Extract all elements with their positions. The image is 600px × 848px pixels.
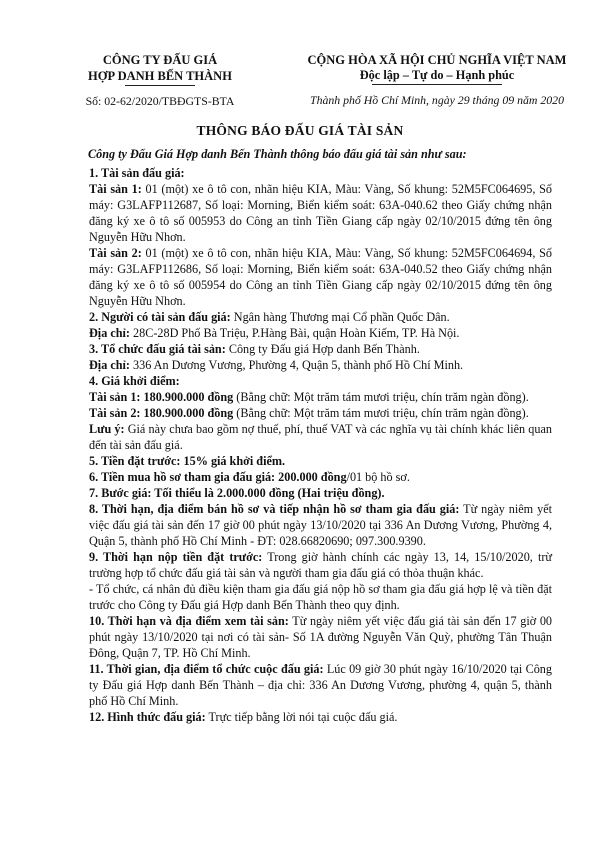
- section-11-label: 11. Thời gian, địa điểm tổ chức cuộc đấu giá:: [89, 662, 324, 676]
- asset-1-text: 01 (một) xe ô tô con, nhãn hiệu KIA, Màu: Vàng, Số khung: 52M5FC064695, Số máy: G3LAFP112687, Số loại: Morning, Biển kiểm soát: 63A-040.62 theo Giấy chứng nhận đăng ký xe ô tô số 005953 do Công an tỉnh Tiền Giang cấp ngày 02/10/2015 đứng tên ông Nguyễn Hữu Nhơn.: [89, 182, 552, 244]
- starting-price-1: [89, 389, 552, 405]
- section-1-title: 1. Tài sản đấu giá:: [89, 166, 185, 180]
- document-number: Số: 02-62/2020/TBĐGTS-BTA: [85, 94, 235, 108]
- organization-name-line2: HỢP DANH BẾN THÀNH: [88, 69, 232, 83]
- section-10-label: 10. Thời hạn và địa điểm xem tài sản:: [89, 614, 289, 628]
- section-4-title: 4. Giá khởi điểm:: [89, 374, 180, 388]
- section-6-label: 6. Tiền mua hồ sơ tham gia đấu giá: 200.000 đồng: [89, 470, 347, 484]
- asset-1-label: Tài sản 1:: [89, 182, 142, 196]
- section-9-deposit-time: [89, 549, 552, 581]
- document-body: [89, 165, 552, 725]
- motto-underline: [372, 84, 502, 85]
- section-5-deposit: 5. Tiền đặt trước: 15% giá khởi điểm.: [89, 454, 286, 468]
- section-6-text: /01 bộ hồ sơ.: [346, 470, 410, 484]
- section-2-address: [89, 325, 552, 341]
- price-note-text: Giá này chưa bao gồm nợ thuế, phí, thuế VAT và các nghĩa vụ tài chính khác liên quan đến tài sản đấu giá.: [89, 422, 553, 452]
- section-3-address-label: Địa chỉ:: [89, 358, 130, 372]
- section-3-label: 3. Tổ chức đấu giá tài sản:: [89, 342, 226, 356]
- section-3-organizer: [89, 341, 552, 357]
- place-and-date: Thành phố Hồ Chí Minh, ngày 29 tháng 09 năm 2020: [310, 93, 564, 107]
- section-12-text: Trực tiếp bằng lời nói tại cuộc đấu giá.: [205, 710, 398, 724]
- starting-price-1-label: Tài sản 1: 180.900.000 đồng: [89, 390, 234, 404]
- starting-price-1-text: (Bằng chữ: Một trăm tám mươi triệu, chín trăm ngàn đồng).: [233, 390, 529, 404]
- price-note-label: Lưu ý:: [89, 422, 125, 436]
- section-2-label: 2. Người có tài sản đấu giá:: [89, 310, 231, 324]
- section-12-label: 12. Hình thức đấu giá:: [89, 710, 206, 724]
- starting-price-2-text: (Bằng chữ: Một trăm tám mươi triệu, chín trăm ngàn đồng).: [233, 406, 529, 420]
- section-9-label: 9. Thời hạn nộp tiền đặt trước:: [89, 550, 263, 564]
- section-12-format: [89, 709, 552, 725]
- section-11-auction-time: [89, 661, 552, 709]
- asset-2-paragraph: [89, 245, 552, 309]
- organization-underline: [125, 85, 195, 86]
- organization-block: [70, 52, 250, 109]
- section-9-note: - Tổ chức, cá nhân đủ điều kiện tham gia đấu giá nộp hồ sơ tham gia đấu giá hợp lệ và tiền đặt trước cho Công ty Đấu giá Hợp danh Bến Thành theo quy định.: [89, 582, 552, 612]
- section-2-address-text: 28C-28D Phố Bà Triệu, P.Hàng Bài, quận Hoàn Kiếm, TP. Hà Nội.: [129, 326, 460, 340]
- asset-1-paragraph: [89, 181, 552, 245]
- national-motto: Độc lập – Tự do – Hạnh phúc: [359, 68, 515, 82]
- section-2-address-label: Địa chỉ:: [89, 326, 130, 340]
- asset-2-text: 01 (một) xe ô tô con, nhãn hiệu KIA, Màu: Vàng, Số khung: 52M5FC064694, Số máy: G3LAFP112686, Số loại: Morning, Biển kiểm soát: 63A-040.52 theo Giấy chứng nhận đăng ký xe ô tô số 005954 do Công an tỉnh Tiền Giang cấp ngày 02/10/2015 đứng tên ông Nguyễn Hữu Nhơn.: [89, 246, 552, 308]
- national-title: CỘNG HÒA XÃ HỘI CHỦ NGHĨA VIỆT NAM: [307, 53, 567, 67]
- asset-2-label: Tài sản 2:: [89, 246, 142, 260]
- section-8-registration: [89, 501, 552, 549]
- starting-price-2: [89, 405, 552, 421]
- section-10-text: Từ ngày niêm yết việc đấu giá tài sản đến 17 giờ 00 phút ngày 13/10/2020 tại nơi có tài sản- Số 1A đường Nguyễn Văn Quỳ, phường Tân Thuận Đông, Quận 7, TP. Hồ Chí Minh.: [89, 614, 553, 660]
- document-header: [0, 52, 600, 112]
- national-motto-block: [282, 52, 592, 108]
- section-7-bid-step: 7. Bước giá: Tối thiểu là 2.000.000 đồng (Hai triệu đồng).: [89, 486, 385, 500]
- section-10-viewing: [89, 613, 552, 661]
- document-title: THÔNG BÁO ĐẤU GIÁ TÀI SẢN: [196, 123, 404, 138]
- section-11-text: Lúc 09 giờ 30 phút ngày 16/10/2020 tại Công ty Đấu giá Hợp danh Bến Thành – địa chỉ: 336 An Dương Vương, phường 4, quận 5, thành phố Hồ Chí Minh.: [89, 662, 552, 708]
- section-8-text: Từ ngày niêm yết việc đấu giá tài sản đến 17 giờ 00 phút ngày 13/10/2020 tại 336 An Dương Vương, Phường 4, Quận 5, thành phố Hồ Chí Minh - ĐT: 028.66820690; 097.300.9390.: [89, 502, 552, 548]
- section-3-address: [89, 357, 552, 373]
- section-8-label: 8. Thời hạn, địa điểm bán hồ sơ và tiếp nhận hồ sơ tham gia đấu giá:: [89, 502, 460, 516]
- section-9-text: Trong giờ hành chính các ngày 13, 14, 15/10/2020, trừ trường hợp tổ chức đấu giá tài sản và người tham gia đấu giá có thỏa thuận khác.: [89, 550, 552, 580]
- section-6-fee: [89, 469, 552, 485]
- price-note: [89, 421, 552, 453]
- section-2-owner: [89, 309, 552, 325]
- starting-price-2-label: Tài sản 2: 180.900.000 đồng: [89, 406, 234, 420]
- organization-name-line1: CÔNG TY ĐẤU GIÁ: [102, 53, 218, 67]
- section-2-text: Ngân hàng Thương mại Cổ phần Quốc Dân.: [230, 310, 450, 324]
- section-3-text: Công ty Đấu giá Hợp danh Bến Thành.: [225, 342, 420, 356]
- section-3-address-text: 336 An Dương Vương, Phường 4, Quận 5, thành phố Hồ Chí Minh.: [129, 358, 464, 372]
- document-subtitle: Công ty Đấu Giá Hợp danh Bến Thành thông báo đấu giá tài sản như sau:: [88, 147, 467, 161]
